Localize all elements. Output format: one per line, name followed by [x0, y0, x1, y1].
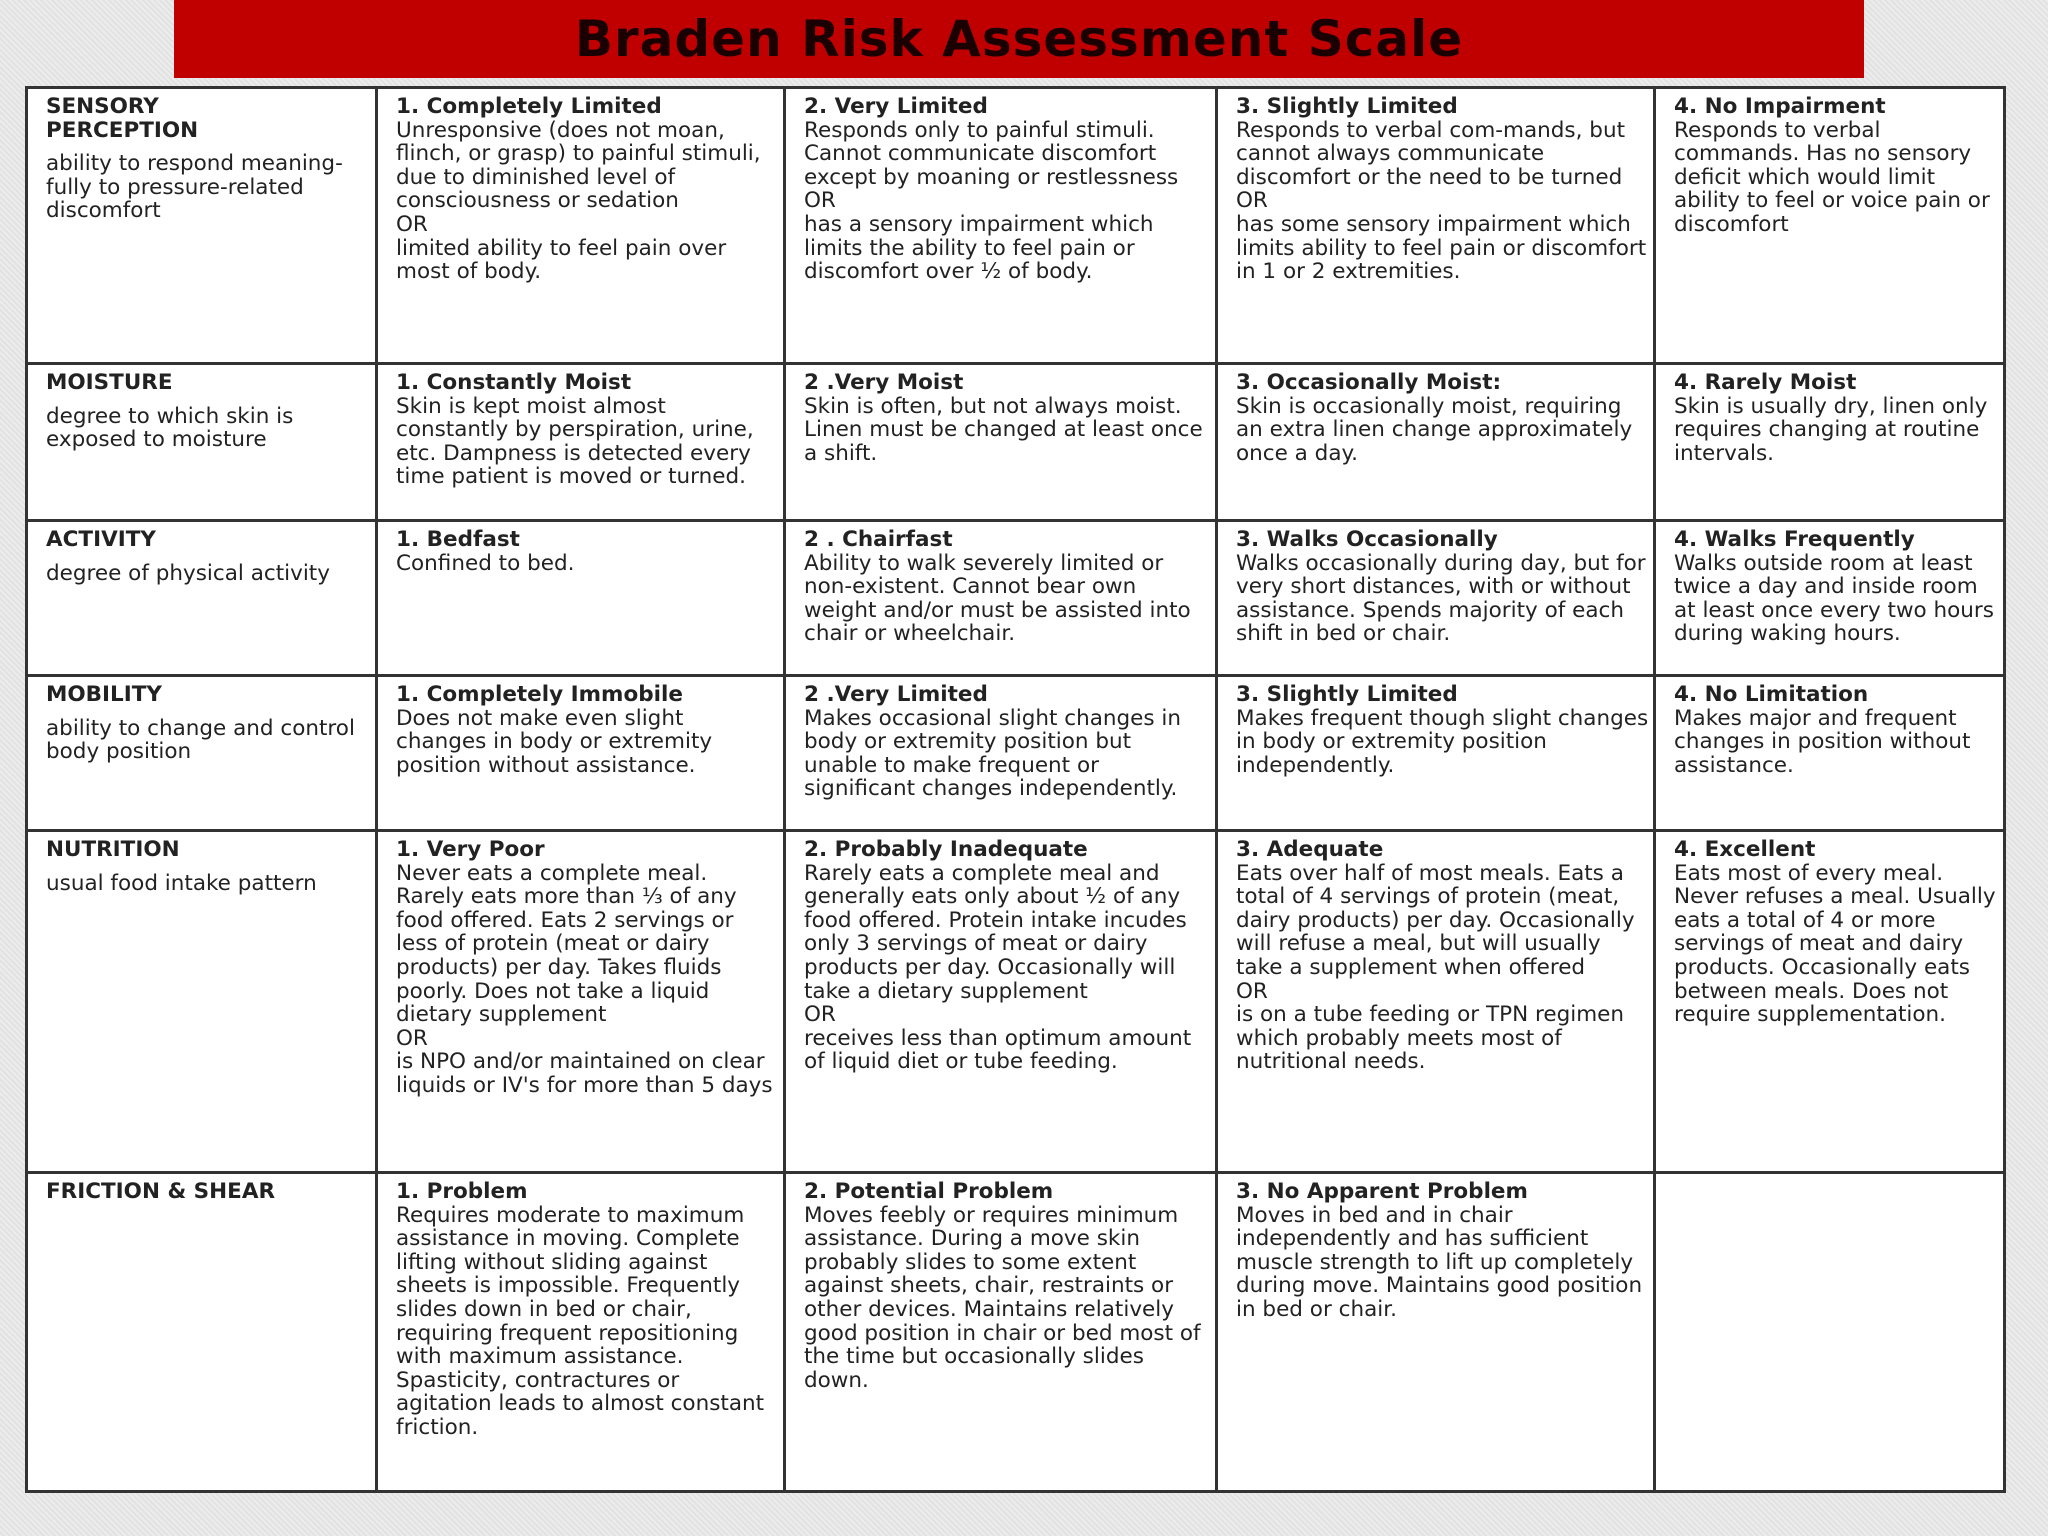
row-sensory-perception [27, 88, 2005, 364]
option-cell [1655, 364, 2005, 521]
category-name: MOBILITY [46, 682, 162, 707]
option-text: Ability to walk severely limited or non-existent. Cannot bear own weight and/or must be assisted into chair or wheelchair. [804, 550, 1191, 647]
option-heading: 4. No Limitation [1674, 682, 1869, 707]
page-title: Braden Risk Assessment Scale [574, 10, 1464, 68]
option-cell [377, 1173, 785, 1492]
category-cell [27, 676, 377, 831]
category-name: FRICTION & SHEAR [46, 1179, 276, 1204]
option-cell [785, 364, 1217, 521]
option-cell [785, 1173, 1217, 1492]
braden-scale-table [25, 86, 2006, 1493]
option-text: Responds only to painful stimuli. Cannot communicate discomfort except by moaning or restlessness OR has a sensory impairment which limits the ability to feel pain or discomfort over ½ of body. [804, 117, 1179, 285]
option-heading: 2. Potential Problem [804, 1179, 1054, 1204]
option-heading: 3. Slightly Limited [1236, 682, 1458, 707]
option-cell [1217, 1173, 1655, 1492]
option-cell [785, 88, 1217, 364]
option-text: Moves feebly or requires minimum assistance. During a move skin probably slides to some extent against sheets, chair, restraints or other devices. Maintains relatively good position in chair or bed most of the time but occasionally slides down. [804, 1202, 1201, 1393]
option-text: Skin is occasionally moist, requiring an extra linen change approximately once a day. [1236, 393, 1633, 466]
option-text: Rarely eats a complete meal and generally eats only about ½ of any food offered. Protein intake incudes only 3 servings of meat or dairy products per day. Occasionally will take a dietary supplement OR receives less than optimum amount of liquid diet or tube feeding. [804, 860, 1192, 1075]
option-heading: 3. Slightly Limited [1236, 94, 1458, 119]
option-text: Makes frequent though slight changes in body or extremity position independently. [1236, 705, 1649, 778]
option-cell [377, 521, 785, 676]
row-friction-shear [27, 1173, 2005, 1492]
option-text: Responds to verbal commands. Has no sensory deficit which would limit ability to feel or voice pain or discomfort [1674, 117, 1990, 237]
option-heading: 4. Excellent [1674, 837, 1816, 862]
option-text: Skin is kept moist almost constantly by perspiration, urine, etc. Dampness is detected every time patient is moved or turned. [396, 393, 754, 490]
category-description: usual food intake pattern [46, 870, 317, 896]
row-activity [27, 521, 2005, 676]
category-description: degree of physical activity [46, 560, 330, 586]
option-heading: 1. Constantly Moist [396, 370, 632, 395]
option-cell [1655, 831, 2005, 1173]
option-heading: 3. Walks Occasionally [1236, 527, 1498, 552]
category-cell [27, 521, 377, 676]
option-text: Never eats a complete meal. Rarely eats more than ⅓ of any food offered. Eats 2 servings or less of protein (meat or dairy products) per day. Takes fluids poorly. Does not take a liquid dietary supplement OR is NPO and/or maintained on clear liquids or IV's for more than 5 days [396, 860, 773, 1098]
option-text: Skin is usually dry, linen only requires changing at routine intervals. [1674, 393, 1988, 466]
option-cell [1655, 88, 2005, 364]
option-heading: 1. Completely Immobile [396, 682, 683, 707]
category-description: degree to which skin is exposed to moisture [46, 403, 294, 453]
option-heading: 1. Bedfast [396, 527, 520, 552]
option-heading: 2. Very Limited [804, 94, 988, 119]
category-cell [27, 88, 377, 364]
option-cell [785, 831, 1217, 1173]
option-heading: 3. Occasionally Moist: [1236, 370, 1502, 395]
option-cell [785, 676, 1217, 831]
option-cell [377, 364, 785, 521]
option-cell [377, 831, 785, 1173]
option-text: Does not make even slight changes in body or extremity position without assistance. [396, 705, 713, 778]
option-cell [377, 676, 785, 831]
row-moisture [27, 364, 2005, 521]
option-heading: 3. Adequate [1236, 837, 1384, 862]
option-cell [377, 88, 785, 364]
option-cell [785, 521, 1217, 676]
category-cell [27, 1173, 377, 1492]
option-text: Walks outside room at least twice a day and inside room at least once every two hours during waking hours. [1674, 550, 1994, 647]
option-heading: 3. No Apparent Problem [1236, 1179, 1528, 1204]
option-heading: 1. Very Poor [396, 837, 545, 862]
category-name: ACTIVITY [46, 527, 156, 552]
option-heading: 1. Completely Limited [396, 94, 662, 119]
option-heading: 2 . Chairfast [804, 527, 953, 552]
option-cell [1217, 88, 1655, 364]
option-cell [1217, 364, 1655, 521]
option-text: Requires moderate to maximum assistance in moving. Complete lifting without sliding against sheets is impossible. Frequently slides down in bed or chair, requiring frequent repositioning with maximum assistance. Spasticity, contractures or agitation leads to almost constant friction. [396, 1202, 765, 1440]
option-heading: 2 .Very Limited [804, 682, 988, 707]
option-heading: 4. Rarely Moist [1674, 370, 1857, 395]
category-description: ability to change and control body position [46, 715, 355, 765]
row-nutrition [27, 831, 2005, 1173]
empty-cell [1655, 1173, 2005, 1492]
option-text: Makes occasional slight changes in body or extremity position but unable to make frequent or significant changes independently. [804, 705, 1182, 802]
option-heading: 4. Walks Frequently [1674, 527, 1915, 552]
category-cell [27, 831, 377, 1173]
row-mobility [27, 676, 2005, 831]
title-banner [174, 0, 1864, 78]
option-cell [1655, 676, 2005, 831]
option-text: Confined to bed. [396, 550, 575, 576]
option-cell [1217, 831, 1655, 1173]
option-heading: 1. Problem [396, 1179, 528, 1204]
option-text: Makes major and frequent changes in position without assistance. [1674, 705, 1971, 778]
option-heading: 2 .Very Moist [804, 370, 964, 395]
category-cell [27, 364, 377, 521]
option-text: Moves in bed and in chair independently and has sufficient muscle strength to lift up completely during move. Maintains good position in bed or chair. [1236, 1202, 1643, 1322]
option-heading: 2. Probably Inadequate [804, 837, 1088, 862]
category-name: SENSORY PERCEPTION [46, 94, 199, 143]
category-description: ability to respond meaning-fully to pressure-related discomfort [46, 151, 343, 224]
option-text: Eats most of every meal. Never refuses a meal. Usually eats a total of 4 or more servings of meat and dairy products. Occasionally eats between meals. Does not require supplementation. [1674, 860, 1996, 1028]
option-cell [1655, 521, 2005, 676]
option-text: Walks occasionally during day, but for very short distances, with or without assistance. Spends majority of each shift in bed or chair. [1236, 550, 1646, 647]
category-name: MOISTURE [46, 370, 173, 395]
category-name: NUTRITION [46, 837, 180, 862]
option-text: Eats over half of most meals. Eats a total of 4 servings of protein (meat, dairy products) per day. Occasionally will refuse a meal, but will usually take a supplement when offered OR is on a tube feeding or TPN regimen which probably meets most of nutritional needs. [1236, 860, 1635, 1075]
option-cell [1217, 676, 1655, 831]
option-cell [1217, 521, 1655, 676]
option-heading: 4. No Impairment [1674, 94, 1886, 119]
option-text: Skin is often, but not always moist. Linen must be changed at least once a shift. [804, 393, 1203, 466]
option-text: Responds to verbal com-mands, but cannot always communicate discomfort or the need to be turned OR has some sensory impairment which limits ability to feel pain or discomfort in 1 or 2 extremities. [1236, 117, 1647, 285]
option-text: Unresponsive (does not moan, flinch, or grasp) to painful stimuli, due to diminished level of consciousness or sedation OR limited ability to feel pain over most of body. [396, 117, 761, 285]
